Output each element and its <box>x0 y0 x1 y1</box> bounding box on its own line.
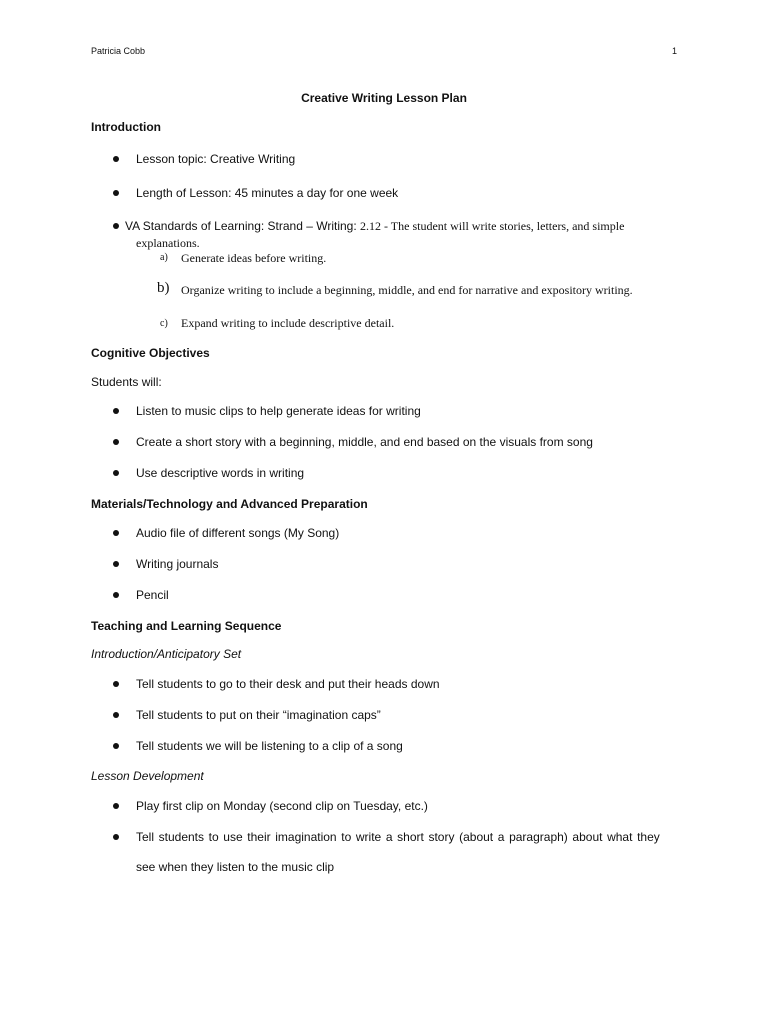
standards-description: 2.12 - The student will write stories, letters, and simple <box>360 219 625 233</box>
list-item: Lesson topic: Creative Writing <box>136 152 296 166</box>
section-heading-introduction: Introduction <box>91 120 161 134</box>
list-item: Play first clip on Monday (second clip on Tuesday, etc.) <box>136 799 428 813</box>
subitem-letter: c) <box>160 318 168 329</box>
bullet-icon <box>113 530 119 536</box>
section-heading-teaching-sequence: Teaching and Learning Sequence <box>91 619 282 633</box>
list-item-line-2: see when they listen to the music clip <box>136 860 335 874</box>
subitem-letter: a) <box>160 252 168 263</box>
list-item: Listen to music clips to help generate ideas for writing <box>136 404 421 418</box>
list-item: Use descriptive words in writing <box>136 466 305 480</box>
bullet-icon <box>113 156 119 162</box>
list-item: Pencil <box>136 588 169 602</box>
bullet-icon <box>113 223 119 229</box>
bullet-icon <box>113 681 119 687</box>
bullet-icon <box>113 408 119 414</box>
subitem-text: Expand writing to include descriptive detail. <box>181 316 395 330</box>
section-heading-materials: Materials/Technology and Advanced Preparation <box>91 497 368 511</box>
document-title: Creative Writing Lesson Plan <box>301 91 467 105</box>
bullet-icon <box>113 470 119 476</box>
bullet-icon <box>113 561 119 567</box>
subitem-letter: b) <box>157 280 170 296</box>
subheading-anticipatory-set: Introduction/Anticipatory Set <box>91 647 242 661</box>
subitem-text: Generate ideas before writing. <box>181 251 327 265</box>
section-heading-cognitive-objectives: Cognitive Objectives <box>91 346 210 360</box>
list-item: Tell students to put on their “imagination caps” <box>136 708 381 722</box>
standards-line-1 <box>125 219 624 234</box>
list-item: Create a short story with a beginning, middle, and end based on the visuals from song <box>136 435 593 449</box>
standards-line-2: explanations. <box>136 236 200 250</box>
header-author: Patricia Cobb <box>91 46 146 56</box>
list-item: Length of Lesson: 45 minutes a day for one week <box>136 186 399 200</box>
bullet-icon <box>113 439 119 445</box>
list-item: Tell students to go to their desk and put their heads down <box>136 677 440 691</box>
header-page-number: 1 <box>672 46 678 56</box>
bullet-icon <box>113 592 119 598</box>
list-item: Audio file of different songs (My Song) <box>136 526 340 540</box>
subheading-lesson-development: Lesson Development <box>91 769 204 783</box>
students-will-label: Students will: <box>91 375 162 389</box>
bullet-icon <box>113 190 119 196</box>
list-item: Tell students we will be listening to a clip of a song <box>136 739 403 753</box>
list-item: Writing journals <box>136 557 219 571</box>
standards-prefix: VA Standards of Learning: Strand – Writing: <box>125 219 361 233</box>
list-item-line-1: Tell students to use their imagination to write a short story (about a paragraph) about what they <box>136 830 660 844</box>
bullet-icon <box>113 743 119 749</box>
subitem-text: Organize writing to include a beginning, middle, and end for narrative and expository writing. <box>181 283 633 297</box>
bullet-icon <box>113 803 119 809</box>
bullet-icon <box>113 834 119 840</box>
bullet-icon <box>113 712 119 718</box>
